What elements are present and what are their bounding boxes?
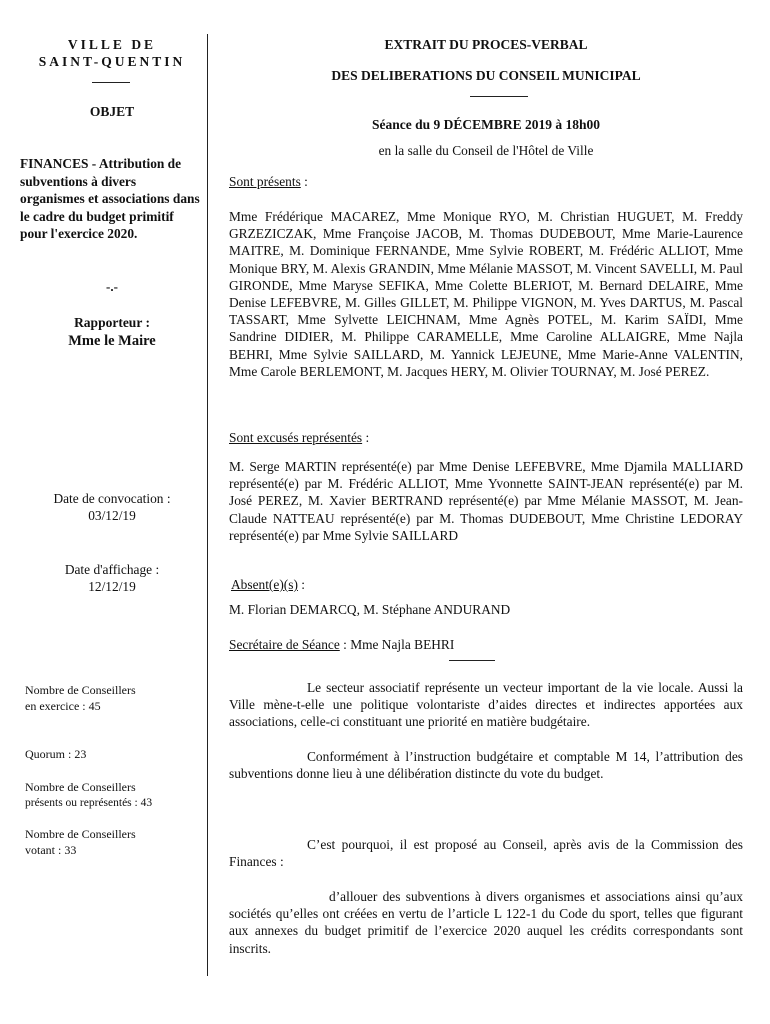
convocation	[20, 490, 204, 524]
rapporteur-label: Rapporteur :	[74, 315, 150, 330]
convocation-date: 03/12/19	[88, 508, 136, 523]
rapporteur-name: Mme le Maire	[68, 333, 156, 349]
doc-title-line2: DES DELIBERATIONS DU CONSEIL MUNICIPAL	[331, 68, 641, 83]
stat-exercice-label: Nombre de Conseillers	[25, 683, 136, 697]
secretaire-label: Secrétaire de Séance	[229, 637, 340, 652]
stat-presents	[25, 779, 152, 811]
convocation-label: Date de convocation :	[53, 491, 171, 506]
affichage-date: 12/12/19	[88, 579, 136, 594]
presents-label: Sont présents	[229, 174, 301, 189]
object-heading: OBJET	[89, 104, 135, 119]
excuses-list: M. Serge MARTIN représenté(e) par Mme Denise LEFEBVRE, Mme Djamila MALLIARD représenté(e) par M. Frédéric ALLIOT, Mme Yvonnette SAINT-JEAN représenté(e) par M. José PEREZ, M. Xavier BERTRAND représenté(e) par Mme Mélanie MASSOT, M. Jean-Claude NATTEAU représenté(e) par M. Thomas DUDEBOUT, Mme Christine LEDORAY représenté(e) par Mme Sylvie SAILLARD	[229, 459, 743, 543]
secretaire	[229, 636, 743, 653]
absents-heading	[231, 576, 745, 593]
excuses-heading	[229, 429, 743, 446]
column-divider	[207, 34, 208, 976]
paragraph-4: d’allouer des subventions à divers organismes et associations ainsi qu’aux sociétés qu’elles ont créées en vertu de l’article L 122-1 du Code du sport, telles que figurant aux annexes du budget primitif de l’exercice 2020 auquel les crédits correspondants sont inscrits.	[229, 889, 743, 956]
absents-suffix: :	[297, 577, 306, 592]
stat-presents-value: présents ou représentés : 43	[25, 797, 153, 809]
secretaire-underline	[449, 660, 495, 661]
seance-date: Séance du 9 DÉCEMBRE 2019 à 18h00	[371, 117, 601, 132]
presents-suffix: :	[300, 174, 308, 189]
affichage	[20, 561, 204, 595]
paragraph-2: Conformément à l’instruction budgétaire et comptable M 14, l’attribution des subventions donne lieu à une délibération distincte du vote du budget.	[229, 749, 743, 782]
presents-list: Mme Frédérique MACAREZ, Mme Monique RYO, M. Christian HUGUET, M. Freddy GRZEZICZAK, Mme Françoise JACOB, M. Thomas DUDEBOUT, Mme Marie-Laurence MAITRE, M. Dominique FERNANDE, Mme Sylvie ROBERT, M. Frédéric ALLIOT, Mme Monique BRY, M. Alexis GRANDIN, Mme Mélanie MASSOT, M. Vincent SAVELLI, M. Paul GIRONDE, Mme Maryse SEFIKA, Mme Colette BLERIOT, M. Bernard DELAIRE, Mme Denise LEFEBVRE, M. Gilles GILLET, M. Philippe VIGNON, M. Yves DARTUS, M. Pascal TASSART, Mme Sylvette LEICHNAM, Mme Agnès POTEL, M. Karim SAÏDI, Mme Sandrine DIDIER, M. Philippe CARAMELLE, Mme Caroline ALLAIGRE, Mme Najla BEHRI, Mme Sylvie SAILLARD, M. Yannick LEJEUNE, Mme Marie-Anne VALENTIN, Mme Carole BERLEMONT, M. Jacques HERY, M. Olivier TOURNAY, M. José PEREZ.	[229, 209, 743, 379]
stat-votant-label: Nombre de Conseillers	[25, 827, 136, 841]
absents-list: M. Florian DEMARCQ, M. Stéphane ANDURAND	[229, 602, 511, 617]
seance-lieu: en la salle du Conseil de l'Hôtel de Ville	[378, 143, 594, 158]
city-name	[20, 36, 204, 70]
paragraph-1: Le secteur associatif représente un vecteur important de la vie locale. Aussi la Ville mène-t-elle une politique volontariste d’aides directes et indirectes apportées aux associations, celle-ci constituant une priorité en matière budgétaire.	[229, 680, 743, 730]
title-underline	[470, 96, 528, 97]
stat-quorum: Quorum : 23	[25, 747, 87, 761]
rapporteur	[20, 314, 204, 350]
city-underline	[92, 82, 130, 83]
separator: -.-	[106, 279, 118, 294]
doc-title-line1: EXTRAIT DU PROCES-VERBAL	[384, 37, 588, 52]
stat-votant-value: votant : 33	[25, 843, 77, 857]
paragraph-3: C’est pourquoi, il est proposé au Conseil, après avis de la Commission des Finances :	[229, 837, 743, 870]
city-line2: SAINT-QUENTIN	[38, 54, 186, 69]
affichage-label: Date d'affichage :	[64, 562, 160, 577]
absents-label: Absent(e)(s)	[231, 577, 298, 592]
excuses-label: Sont excusés représentés	[229, 430, 363, 445]
stat-exercice-value: en exercice : 45	[25, 699, 101, 713]
excuses-suffix: :	[362, 430, 370, 445]
deliberation-subject: FINANCES - Attribution de subventions à divers organismes et associations dans le cadre du budget primitif pour l'exercice 2020.	[20, 156, 200, 241]
stat-votant	[25, 826, 136, 858]
stat-presents-label: Nombre de Conseillers	[25, 780, 136, 794]
city-line1: VILLE DE	[67, 37, 157, 52]
stat-exercice	[25, 682, 136, 714]
secretaire-name: : Mme Najla BEHRI	[339, 637, 455, 652]
presents-heading	[229, 173, 743, 190]
